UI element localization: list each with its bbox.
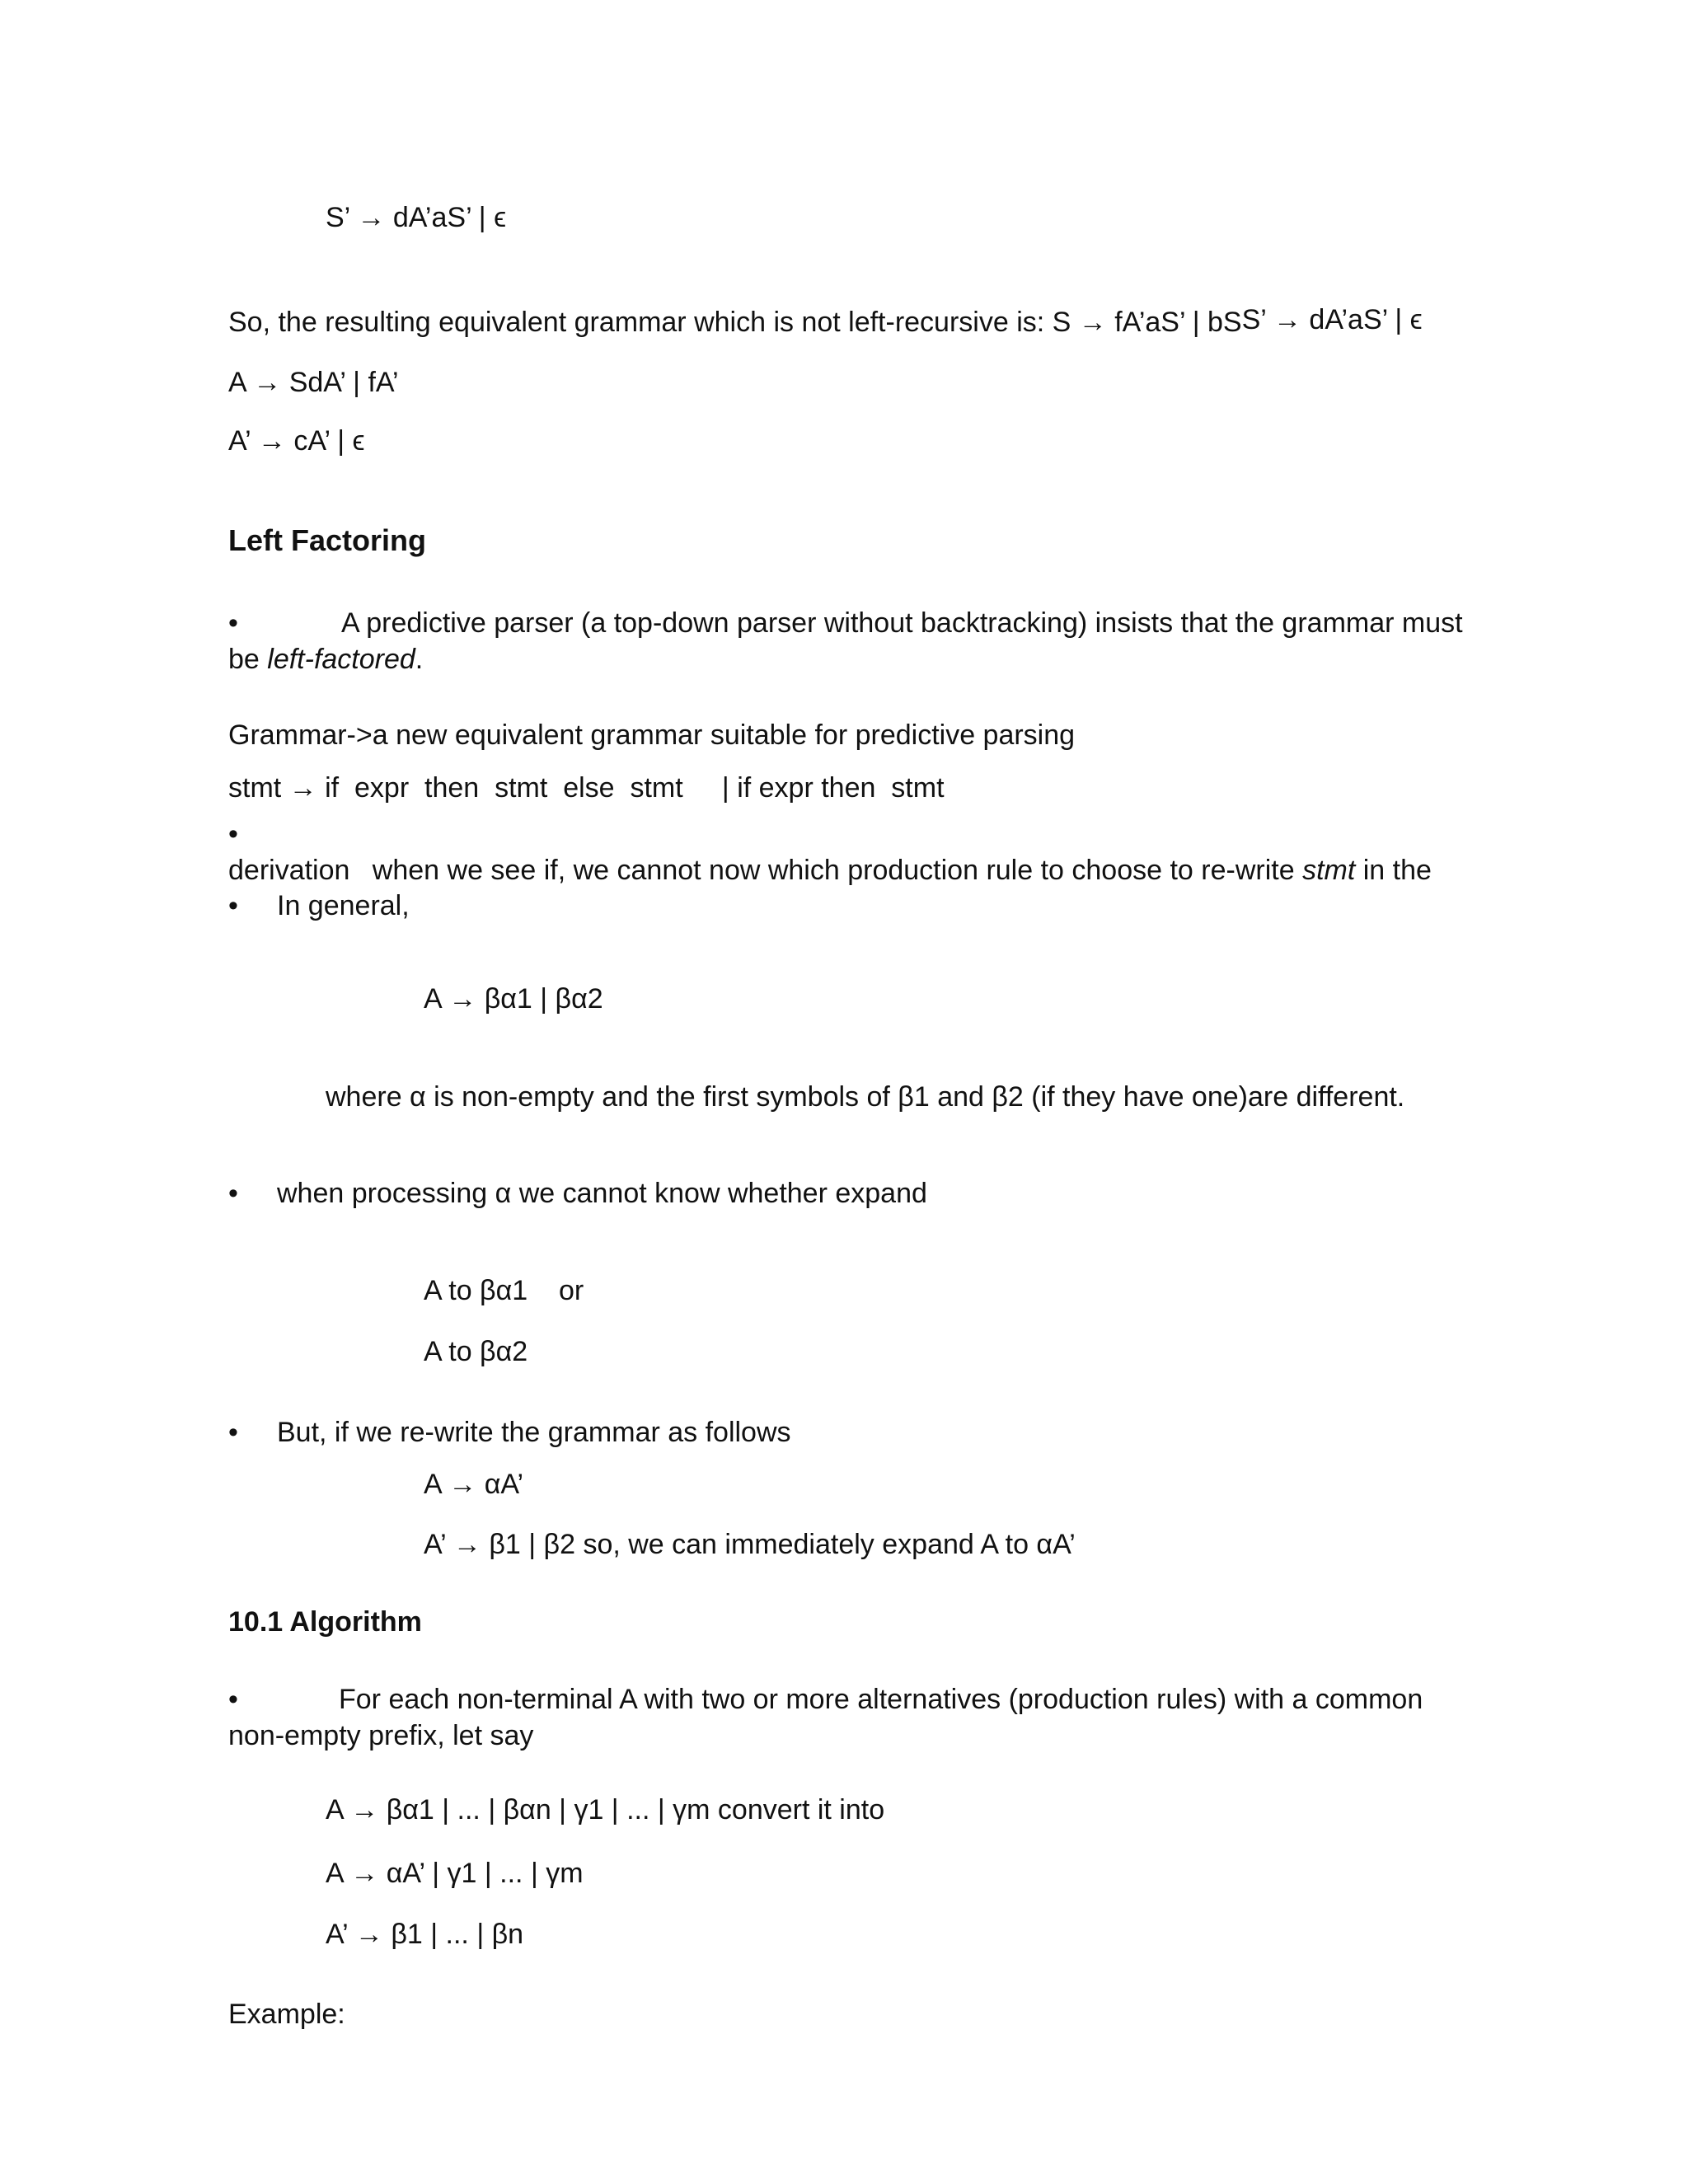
rewrite-rule-2: A’ → β1 | β2 so, we can immediately expand A to αA’ bbox=[424, 1529, 1076, 1560]
bullet-predictive: • bbox=[228, 607, 238, 639]
algorithm-line1: For each non-terminal A with two or more alternatives (production rules) with a common bbox=[339, 1684, 1423, 1715]
grammar-transformation-line: Grammar->a new equivalent grammar suitable for predictive parsing bbox=[228, 719, 1076, 751]
when-see-if-line bbox=[341, 816, 1432, 925]
algorithm-line2: non-empty prefix, let say bbox=[228, 1720, 534, 1751]
a-rule: A → SdA’ | fA’ bbox=[228, 367, 399, 398]
predictive-prefix: be bbox=[228, 644, 268, 675]
general-rule: A → βα1 | βα2 bbox=[424, 983, 603, 1015]
s-prime-rule-top: S’ → dA’aS’ | ϵ bbox=[326, 202, 507, 233]
rewrite-rule-1: A → αA’ bbox=[424, 1469, 524, 1500]
left-factored-term: left-factored bbox=[267, 644, 415, 675]
a-to-alternative-1: A to βα1 or bbox=[424, 1275, 584, 1306]
when-see-if-tail: in the bbox=[1355, 855, 1432, 886]
example-label: Example: bbox=[228, 1999, 345, 2030]
resulting-grammar-text: So, the resulting equivalent grammar which is not left-recursive is: S → fA’aS’ | bS bbox=[228, 307, 1242, 338]
algorithm-rule-2: A → αA’ | γ1 | ... | γm bbox=[326, 1858, 584, 1889]
resulting-grammar-line bbox=[228, 302, 1423, 340]
bullet-rewrite: • bbox=[228, 1417, 238, 1448]
resulting-grammar-s-prime: S’ → dA’aS’ | ϵ bbox=[1241, 304, 1423, 335]
stmt-term: stmt bbox=[1302, 855, 1356, 886]
bullet-when-see-if: • bbox=[228, 818, 238, 850]
stmt-rule: stmt → if expr then stmt else stmt | if expr then stmt bbox=[228, 772, 945, 804]
in-general-line: In general, bbox=[277, 890, 410, 921]
when-see-if-text: when we see if, we cannot now which production rule to choose to re-write bbox=[372, 855, 1303, 886]
derivation-line: derivation bbox=[228, 855, 350, 886]
bullet-processing-alpha: • bbox=[228, 1178, 238, 1209]
where-alpha-line: where α is non-empty and the first symbols of β1 and β2 (if they have one)are different. bbox=[326, 1081, 1405, 1113]
predictive-parser-line1: A predictive parser (a top-down parser without backtracking) insists that the grammar must bbox=[341, 607, 1463, 639]
algorithm-rule-3: A’ → β1 | ... | βn bbox=[326, 1919, 524, 1950]
processing-alpha-line: when processing α we cannot know whether expand bbox=[277, 1178, 927, 1209]
a-prime-rule: A’ → cA’ | ϵ bbox=[228, 425, 365, 457]
bullet-algorithm: • bbox=[228, 1684, 238, 1715]
bullet-in-general: • bbox=[228, 890, 238, 921]
a-to-alternative-2: A to βα2 bbox=[424, 1336, 528, 1367]
predictive-suffix: . bbox=[415, 644, 424, 675]
algorithm-rule-1: A → βα1 | ... | βαn | γ1 | ... | γm convert it into bbox=[326, 1794, 885, 1825]
heading-left-factoring: Left Factoring bbox=[228, 523, 426, 557]
rewrite-line: But, if we re-write the grammar as follows bbox=[277, 1417, 791, 1448]
heading-algorithm: 10.1 Algorithm bbox=[228, 1606, 422, 1638]
predictive-parser-line2 bbox=[228, 641, 423, 677]
